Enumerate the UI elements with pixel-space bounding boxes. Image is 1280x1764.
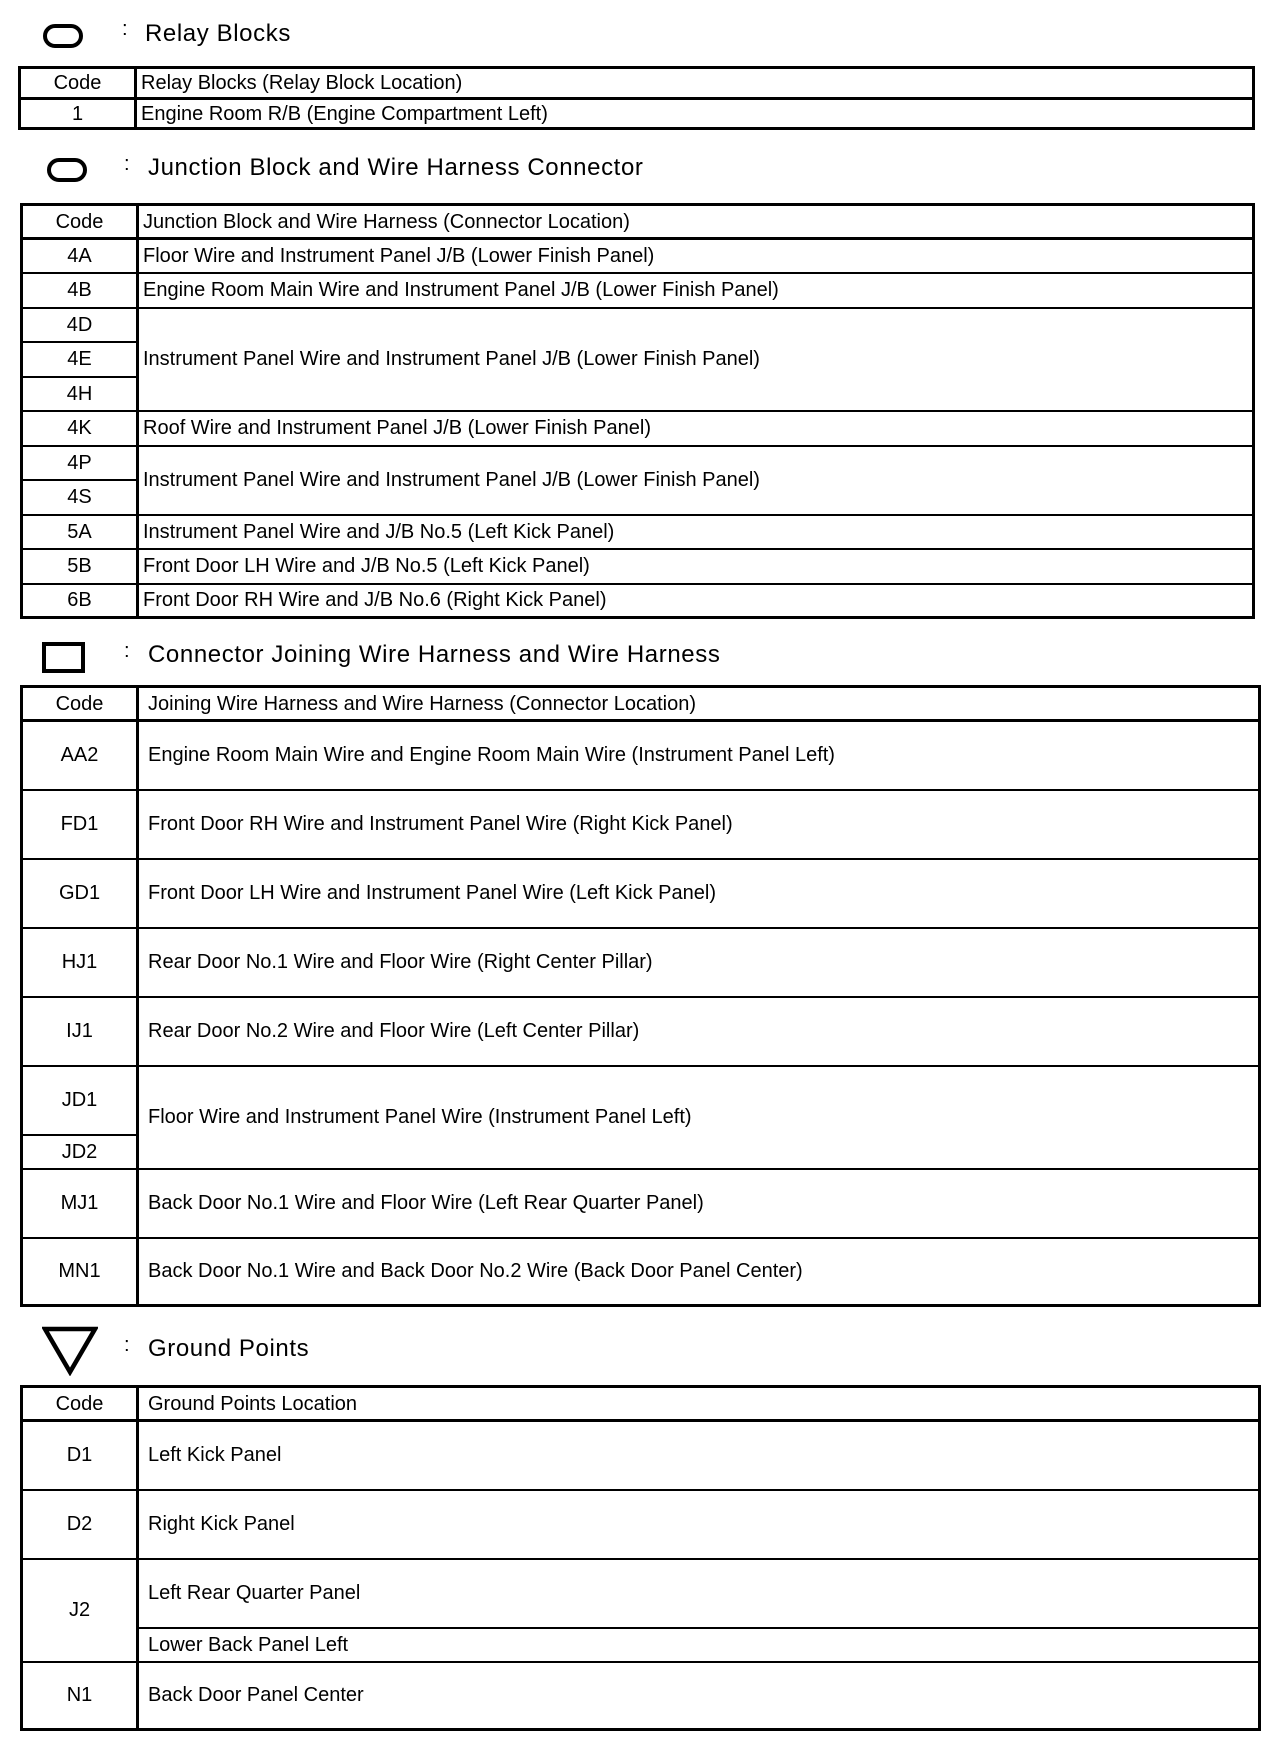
code-header: Code bbox=[22, 205, 138, 239]
junction-blocks-heading bbox=[0, 146, 900, 196]
code-header: Code bbox=[22, 1387, 138, 1421]
code-header: Code bbox=[22, 687, 138, 721]
description-cell: Lower Back Panel Left bbox=[138, 1628, 1260, 1662]
description-header: Joining Wire Harness and Wire Harness (Connector Location) bbox=[138, 687, 1260, 721]
table-row bbox=[22, 1421, 1260, 1490]
code-cell: IJ1 bbox=[22, 997, 138, 1066]
description-cell: Instrument Panel Wire and Instrument Panel J/B (Lower Finish Panel) bbox=[138, 446, 1254, 515]
table-row bbox=[22, 584, 1254, 618]
ground-points-heading bbox=[0, 1322, 600, 1382]
table-row bbox=[22, 411, 1254, 446]
description-cell: Left Rear Quarter Panel bbox=[138, 1559, 1260, 1628]
code-cell: 4E bbox=[22, 342, 138, 377]
table-row bbox=[22, 1662, 1260, 1730]
code-cell: D1 bbox=[22, 1421, 138, 1490]
code-cell: 4K bbox=[22, 411, 138, 446]
code-cell: HJ1 bbox=[22, 928, 138, 997]
colon: : bbox=[124, 153, 130, 175]
table-row bbox=[22, 1559, 1260, 1628]
table-row bbox=[22, 721, 1260, 790]
description-cell: Roof Wire and Instrument Panel J/B (Lower Finish Panel) bbox=[138, 411, 1254, 446]
description-cell: Right Kick Panel bbox=[138, 1490, 1260, 1559]
triangle-down-icon bbox=[42, 1326, 98, 1376]
description-cell: Floor Wire and Instrument Panel J/B (Lower Finish Panel) bbox=[138, 239, 1254, 273]
code-cell: 4B bbox=[22, 273, 138, 308]
connectors-table bbox=[20, 685, 1261, 1307]
code-cell: GD1 bbox=[22, 859, 138, 928]
ground-points-table bbox=[20, 1385, 1261, 1731]
description-cell: Front Door LH Wire and J/B No.5 (Left Kick Panel) bbox=[138, 549, 1254, 584]
description-cell: Rear Door No.1 Wire and Floor Wire (Right Center Pillar) bbox=[138, 928, 1260, 997]
code-cell: MN1 bbox=[22, 1238, 138, 1306]
table-header bbox=[22, 687, 1260, 721]
colon: : bbox=[124, 640, 130, 662]
description-header: Relay Blocks (Relay Block Location) bbox=[136, 68, 1254, 99]
code-cell: 4A bbox=[22, 239, 138, 273]
code-cell: 1 bbox=[20, 99, 136, 129]
code-cell: D2 bbox=[22, 1490, 138, 1559]
code-cell: 6B bbox=[22, 584, 138, 618]
description-cell: Rear Door No.2 Wire and Floor Wire (Left Center Pillar) bbox=[138, 997, 1260, 1066]
description-header: Junction Block and Wire Harness (Connector Location) bbox=[138, 205, 1254, 239]
description-cell: Back Door No.1 Wire and Floor Wire (Left Rear Quarter Panel) bbox=[138, 1169, 1260, 1238]
section-title: Ground Points bbox=[148, 1335, 310, 1362]
colon: : bbox=[124, 1334, 130, 1356]
table-row bbox=[22, 1628, 1260, 1662]
junction-blocks-table bbox=[20, 203, 1255, 619]
description-cell: Engine Room Main Wire and Engine Room Main Wire (Instrument Panel Left) bbox=[138, 721, 1260, 790]
table-row bbox=[22, 308, 1254, 342]
table-row bbox=[22, 273, 1254, 308]
code-cell: MJ1 bbox=[22, 1169, 138, 1238]
description-cell: Engine Room Main Wire and Instrument Panel J/B (Lower Finish Panel) bbox=[138, 273, 1254, 308]
table-row bbox=[22, 446, 1254, 480]
code-cell: FD1 bbox=[22, 790, 138, 859]
description-header: Ground Points Location bbox=[138, 1387, 1260, 1421]
code-cell: 4H bbox=[22, 377, 138, 411]
table-row bbox=[22, 1066, 1260, 1135]
relay-blocks-table bbox=[18, 66, 1255, 130]
description-cell: Left Kick Panel bbox=[138, 1421, 1260, 1490]
code-cell: 5A bbox=[22, 515, 138, 549]
oval-icon bbox=[43, 24, 83, 48]
section-title: Relay Blocks bbox=[145, 20, 291, 47]
table-row bbox=[22, 549, 1254, 584]
table-row bbox=[22, 1169, 1260, 1238]
table-row bbox=[22, 1490, 1260, 1559]
colon: : bbox=[122, 18, 128, 40]
code-cell: JD1 bbox=[22, 1066, 138, 1135]
description-cell: Engine Room R/B (Engine Compartment Left) bbox=[136, 99, 1254, 129]
oval-icon bbox=[47, 158, 87, 182]
table-header bbox=[22, 1387, 1260, 1421]
relay-blocks-heading bbox=[0, 10, 800, 60]
table-row bbox=[22, 515, 1254, 549]
description-cell: Floor Wire and Instrument Panel Wire (Instrument Panel Left) bbox=[138, 1066, 1260, 1169]
description-cell: Front Door RH Wire and J/B No.6 (Right Kick Panel) bbox=[138, 584, 1254, 618]
rectangle-icon bbox=[42, 642, 85, 673]
description-cell: Back Door No.1 Wire and Back Door No.2 Wire (Back Door Panel Center) bbox=[138, 1238, 1260, 1306]
section-title: Junction Block and Wire Harness Connector bbox=[148, 154, 644, 181]
description-cell: Front Door RH Wire and Instrument Panel Wire (Right Kick Panel) bbox=[138, 790, 1260, 859]
table-header bbox=[20, 68, 1254, 99]
table-row bbox=[22, 997, 1260, 1066]
description-cell: Front Door LH Wire and Instrument Panel Wire (Left Kick Panel) bbox=[138, 859, 1260, 928]
description-cell: Instrument Panel Wire and J/B No.5 (Left Kick Panel) bbox=[138, 515, 1254, 549]
table-header bbox=[22, 205, 1254, 239]
code-header: Code bbox=[20, 68, 136, 99]
table-row bbox=[22, 859, 1260, 928]
code-cell: N1 bbox=[22, 1662, 138, 1730]
code-cell: 4P bbox=[22, 446, 138, 480]
code-cell: 4S bbox=[22, 480, 138, 515]
table-row bbox=[20, 99, 1254, 129]
table-row bbox=[22, 1238, 1260, 1306]
code-cell: AA2 bbox=[22, 721, 138, 790]
code-cell: J2 bbox=[22, 1559, 138, 1662]
code-cell: 5B bbox=[22, 549, 138, 584]
table-row bbox=[22, 928, 1260, 997]
connectors-heading bbox=[0, 634, 900, 684]
code-cell: JD2 bbox=[22, 1135, 138, 1169]
description-cell: Instrument Panel Wire and Instrument Panel J/B (Lower Finish Panel) bbox=[138, 308, 1254, 411]
section-title: Connector Joining Wire Harness and Wire Harness bbox=[148, 641, 721, 668]
table-row bbox=[22, 790, 1260, 859]
description-cell: Back Door Panel Center bbox=[138, 1662, 1260, 1730]
table-row bbox=[22, 239, 1254, 273]
code-cell: 4D bbox=[22, 308, 138, 342]
